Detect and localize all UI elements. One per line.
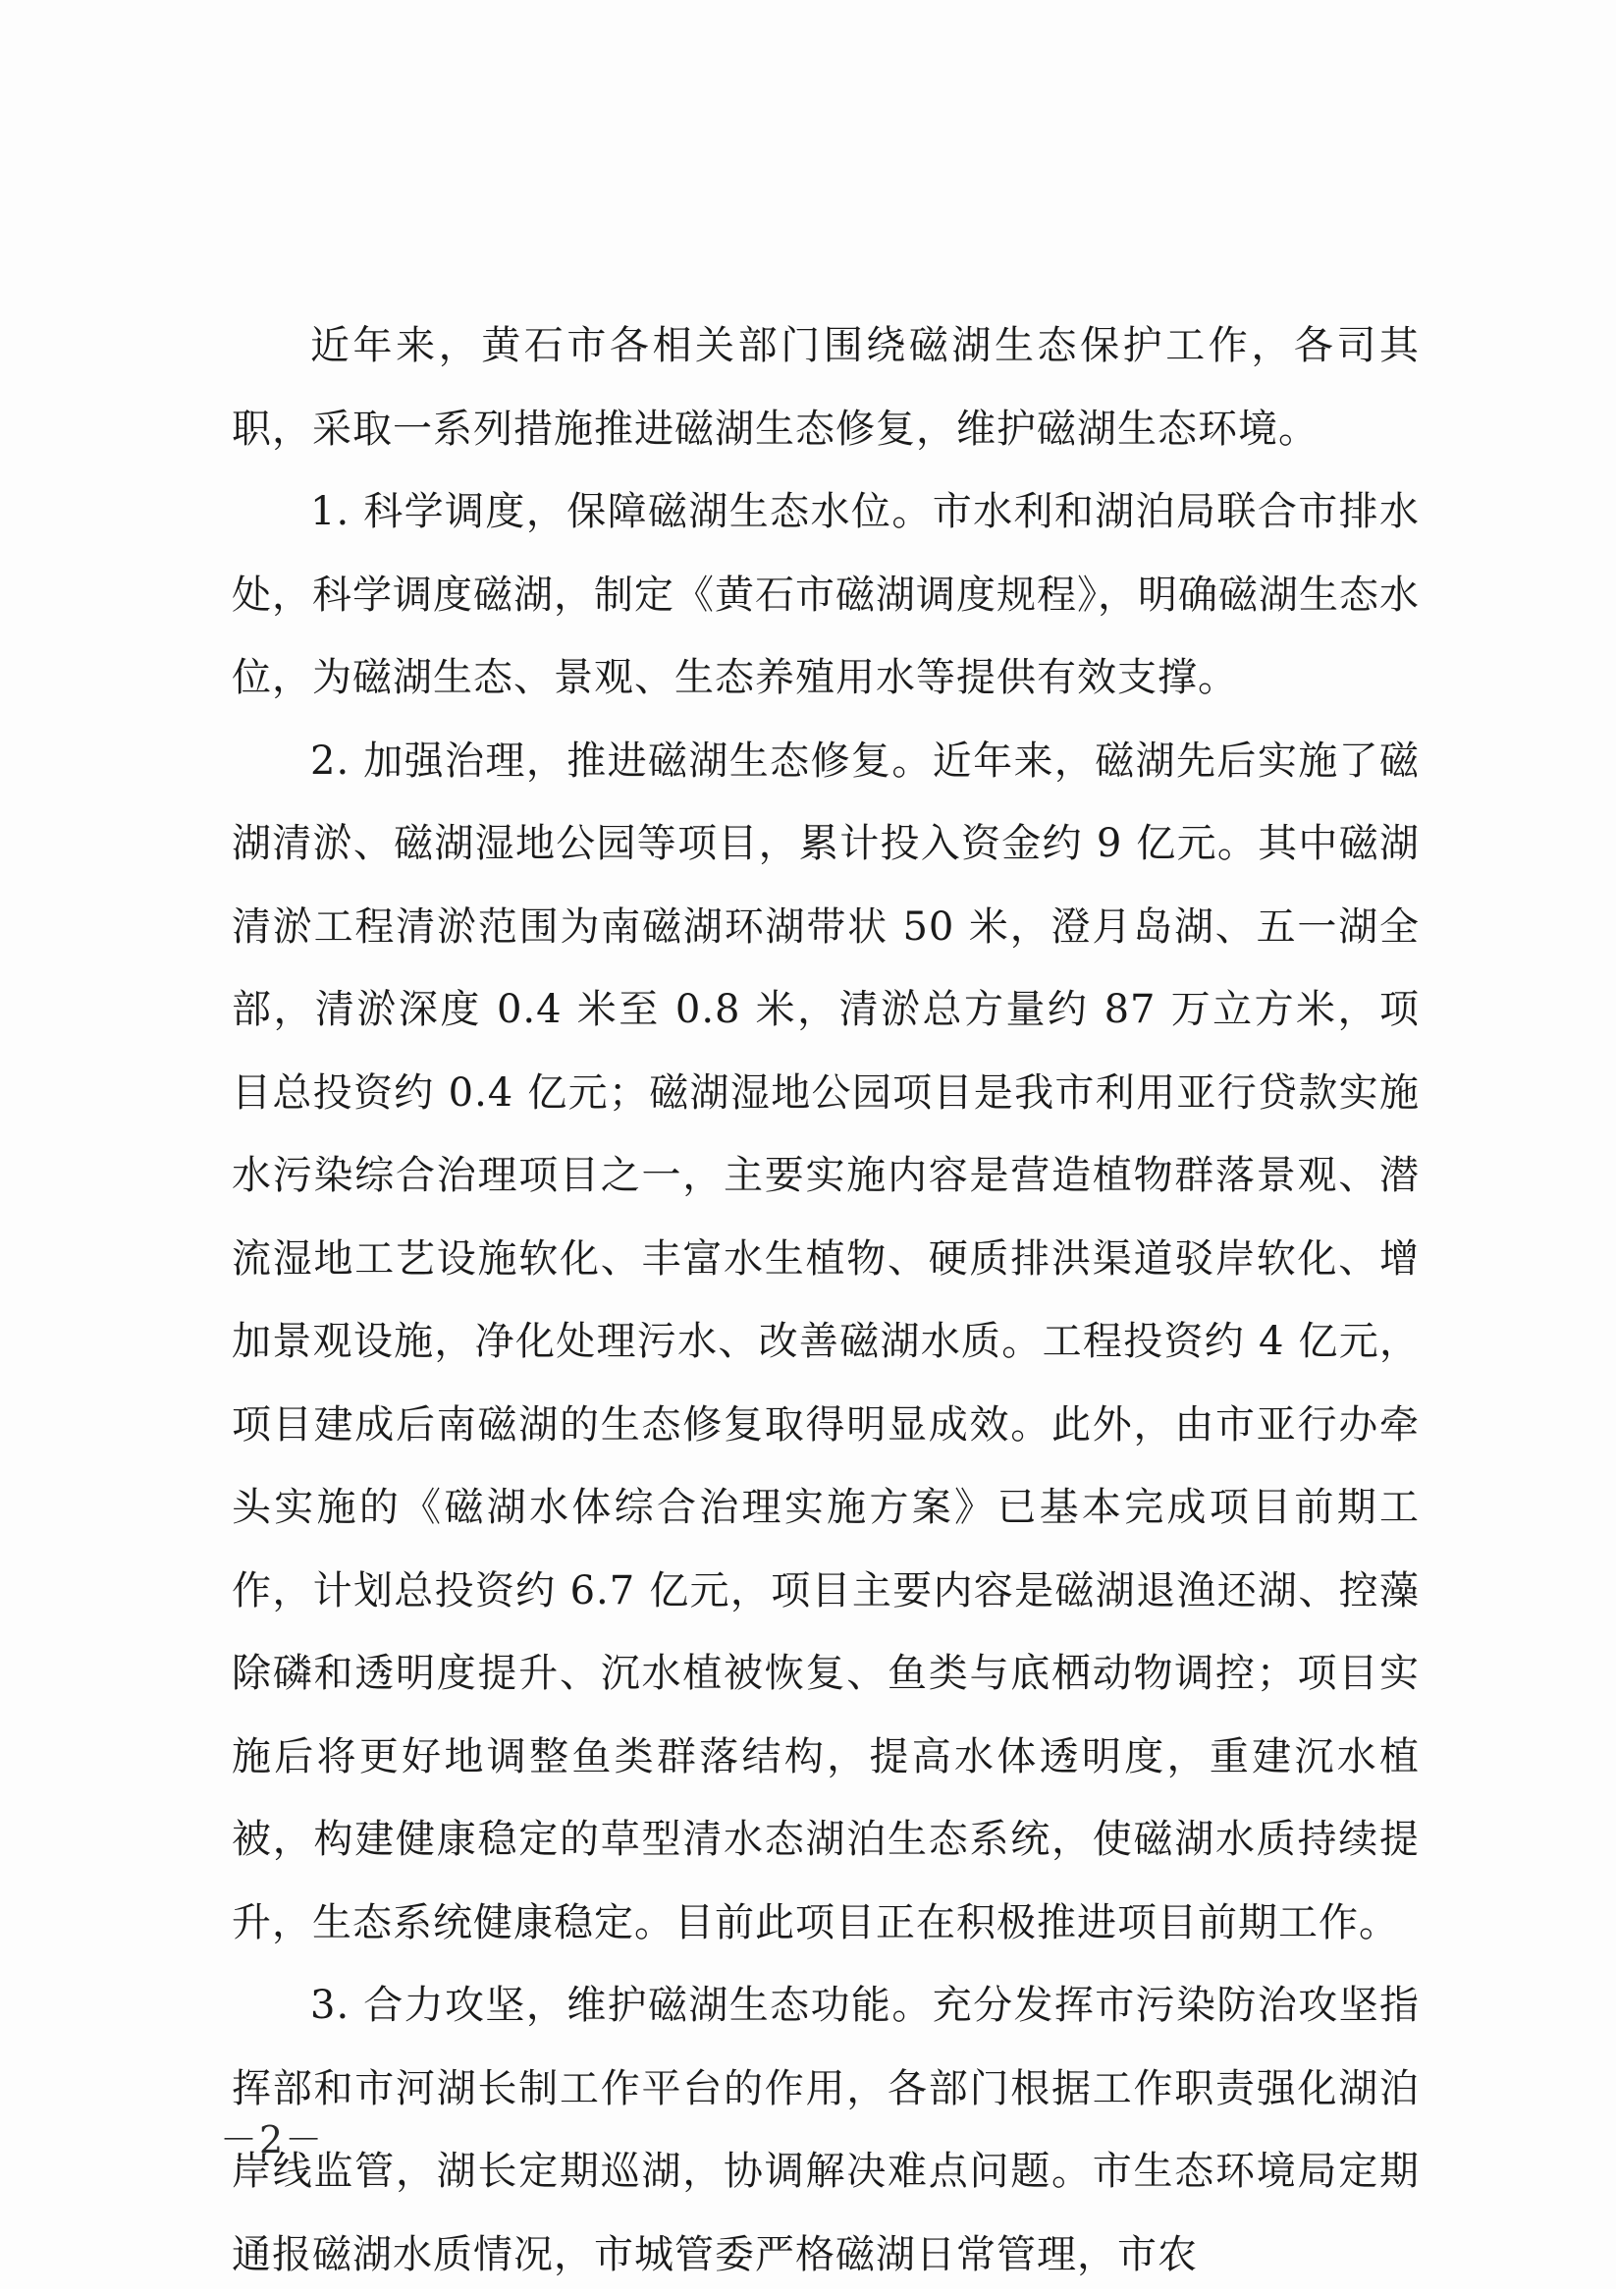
paragraph-item-3: 3. 合力攻坚，维护磁湖生态功能。充分发挥市污染防治攻坚指挥部和市河湖长制工作平台的作用，各部门根据工作职责强化湖泊岸线监管，湖长定期巡湖，协调解决难点问题。市生态环境局定期通报磁湖水质情况，市城管委严格磁湖日常管理，市农: [232, 1983, 1420, 2277]
page-number: －2－: [220, 2118, 325, 2161]
paragraph-item-1: 1. 科学调度，保障磁湖生态水位。市水利和湖泊局联合市排水处，科学调度磁湖，制定《黄石市磁湖调度规程》，明确磁湖生态水位，为磁湖生态、景观、生态养殖用水等提供有效支撑。: [232, 489, 1420, 700]
document-body: [232, 304, 1420, 2296]
paragraph-item-2: 2. 加强治理，推进磁湖生态修复。近年来，磁湖先后实施了磁湖清淤、磁湖湿地公园等项目，累计投入资金约 9 亿元。其中磁湖清淤工程清淤范围为南磁湖环湖带状 50 米，澄月岛湖、五一湖全部，清淤深度 0.4 米至 0.8 米，清淤总方量约 87 万立方米，项目总投资约 0.4 亿元；磁湖湿地公园项目是我市利用亚行贷款实施水污染综合治理项目之一，主要实施内容是营造植物群落景观、潜流湿地工艺设施软化、丰富水生植物、硬质排洪渠道驳岸软化、增加景观设施，净化处理污水、改善磁湖水质。工程投资约 4 亿元，项目建成后南磁湖的生态修复取得明显成效。此外，由市亚行办牵头实施的《磁湖水体综合治理实施方案》已基本完成项目前期工作，计划总投资约 6.7 亿元，项目主要内容是磁湖退渔还湖、控藻除磷和透明度提升、沉水植被恢复、鱼类与底栖动物调控；项目实施后将更好地调整鱼类群落结构，提高水体透明度，重建沉水植被，构建健康稳定的草型清水态湖泊生态系统，使磁湖水质持续提升，生态系统健康稳定。目前此项目正在积极推进项目前期工作。: [232, 738, 1420, 1945]
paragraph-intro: 近年来，黄石市各相关部门围绕磁湖生态保护工作，各司其职，采取一系列措施推进磁湖生态修复，维护磁湖生态环境。: [232, 323, 1420, 452]
